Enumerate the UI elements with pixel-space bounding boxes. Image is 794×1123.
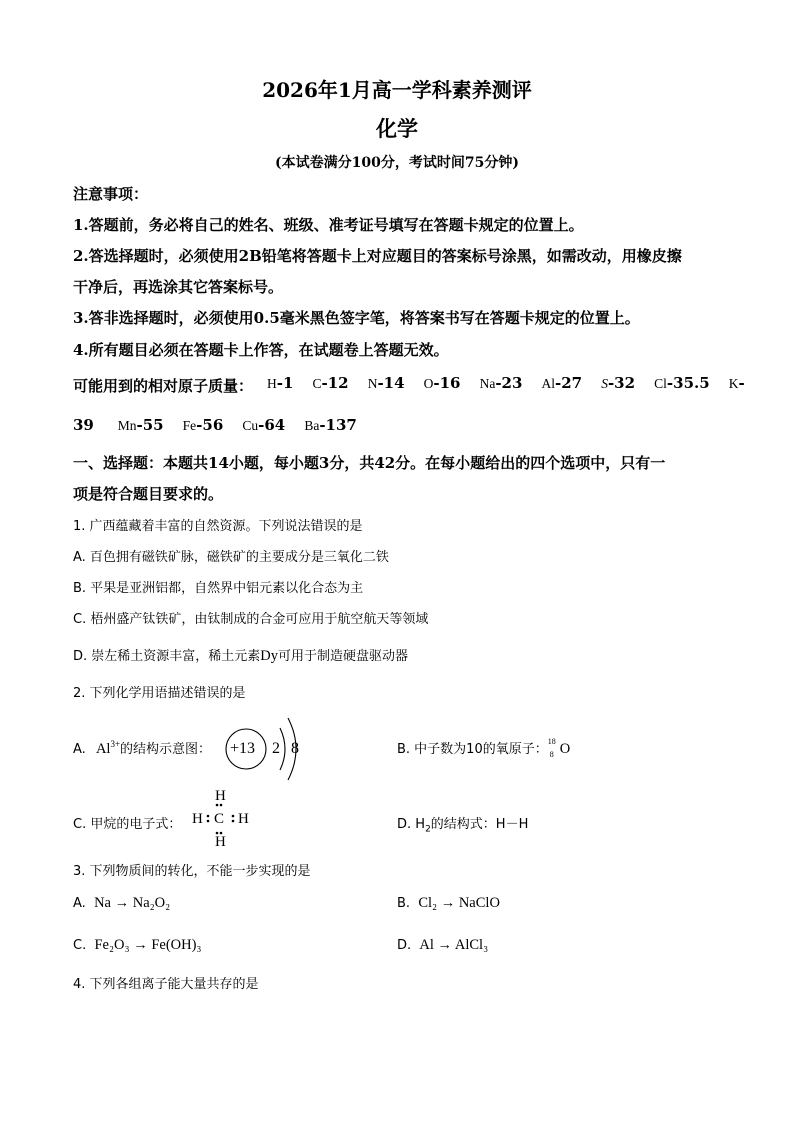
element-symbol: Cl: [654, 376, 667, 391]
q2-option-a: [73, 738, 211, 758]
al-shell-1: 2: [272, 740, 280, 757]
element-mass: -56: [196, 416, 224, 434]
q3-option-a-formula: Na → Na₂O₂: [94, 895, 171, 911]
q3-option-b-label: B.: [397, 896, 411, 911]
q3-option-d-formula: Al → AlCl₃: [419, 937, 489, 953]
element-symbol: S: [601, 376, 608, 391]
element-mass: -16: [433, 374, 461, 392]
notes-item-2-cont: 干净后，再选涂其它答案标号。: [73, 278, 284, 296]
q3-option-b: [397, 895, 500, 912]
al-nucleus: +13: [230, 740, 256, 757]
q3-option-a-label: A.: [73, 896, 86, 911]
q3-option-d: [397, 937, 488, 954]
element-mass: -14: [377, 374, 405, 392]
q3-option-b-formula: Cl₂ → NaClO: [418, 895, 500, 911]
element-symbol: K: [728, 376, 739, 391]
q2-option-b-text: B. 中子数为10的氧原子：: [397, 742, 548, 757]
q1-stem: 1. 广西蕴藏着丰富的自然资源。下列说法错误的是: [73, 519, 363, 534]
element-symbol: N: [367, 376, 378, 391]
element-symbol: Mn: [117, 418, 137, 433]
q3-stem: 3. 下列物质间的转化，不能一步实现的是: [73, 864, 311, 879]
al-shell-2: 8: [291, 740, 299, 757]
notes-heading: 注意事项：: [73, 185, 149, 203]
oxygen-mass-number: 18: [547, 736, 556, 746]
notes-item-1: 1.答题前，务必将自己的姓名、班级、准考证号填写在答题卡规定的位置上。: [73, 216, 584, 234]
q1-option-d: [73, 645, 408, 665]
notes-item-3: 3.答非选择题时，必须使用0.5毫米黑色签字笔，将答案书写在答题卡规定的位置上。: [73, 309, 640, 327]
methane-h-left: H: [192, 811, 203, 827]
oxygen-atomic-number: 8: [549, 749, 554, 759]
methane-h-top: H: [215, 788, 226, 804]
element-symbol: Na: [479, 376, 496, 391]
section-heading-cont: 项是符合题目要求的。: [73, 485, 224, 503]
methane-h-bottom: H: [215, 834, 226, 850]
atomic-mass-row-1: [267, 374, 745, 392]
element-mass: -35.5: [666, 374, 710, 392]
q3-option-c-label: C.: [73, 938, 87, 953]
q2-option-b: [397, 738, 570, 759]
q3-option-d-label: D.: [397, 938, 412, 953]
q1-option-d-suffix: 可用于制造硬盘驱动器: [278, 649, 409, 664]
q3-option-c-formula: Fe₂O₃ → Fe(OH)₃: [94, 937, 202, 953]
element-mass: 39: [73, 416, 94, 434]
element-symbol: Fe: [182, 418, 197, 433]
element-mass: -64: [258, 416, 286, 434]
q1-option-d-prefix: D. 崇左稀土资源丰富，稀土元素: [73, 649, 261, 664]
element-mass: -137: [319, 416, 357, 434]
al-ion: [96, 741, 120, 757]
element-symbol: Ba: [304, 418, 320, 433]
element-symbol: Cu: [242, 418, 259, 433]
subject-title: 化学: [376, 116, 418, 141]
exam-title: 2026年1月高一学科素养测评: [262, 78, 532, 102]
q1-option-c: C. 梧州盛产钛铁矿，由钛制成的合金可应用于航空航天等领域: [73, 612, 429, 627]
oxygen-isotope: [547, 736, 560, 759]
q2-option-d-text2: 的结构式：H－H: [430, 817, 529, 832]
element-mass: -12: [321, 374, 349, 392]
element-mass: -55: [136, 416, 164, 434]
al-symbol: Al: [95, 741, 111, 757]
section-heading: 一、选择题：本题共14小题，每小题3分，共42分。在每小题给出的四个选项中，只有一: [73, 454, 666, 472]
q1-option-b: B. 平果是亚洲铝都，自然界中铝元素以化合态为主: [73, 581, 364, 596]
methane-h-right: H: [238, 811, 249, 827]
element-symbol: O: [423, 376, 434, 391]
exam-info: (本试卷满分100分，考试时间75分钟): [275, 155, 519, 171]
al-charge: 3+: [110, 739, 121, 750]
q2-option-d: [397, 813, 529, 835]
q2-option-c: C. 甲烷的电子式：: [73, 817, 182, 832]
element-mass: -1: [276, 374, 294, 392]
notes-item-2: 2.答选择题时，必须使用2B铅笔将答题卡上对应题目的答案标号涂黑，如需改动，用橡皮擦: [73, 247, 682, 265]
oxygen-symbol: O: [559, 741, 571, 757]
q4-stem: 4. 下列各组离子能大量共存的是: [73, 977, 259, 992]
atomic-mass-row-2: [73, 416, 357, 434]
q3-option-c: [73, 937, 201, 954]
element-symbol: Al: [541, 376, 556, 391]
element-mass: -27: [555, 374, 583, 392]
element-mass: -23: [495, 374, 523, 392]
q1-option-a: A. 百色拥有磁铁矿脉，磁铁矿的主要成分是三氧化二铁: [73, 550, 389, 565]
q2-option-a-label: A.: [73, 742, 86, 757]
q2-stem: 2. 下列化学用语描述错误的是: [73, 686, 246, 701]
element-mass: -: [738, 374, 745, 392]
notes-item-4: 4.所有题目必须在答题卡上作答，在试题卷上答题无效。: [73, 341, 449, 359]
q2-option-a-text: 的结构示意图：: [120, 742, 212, 757]
dy-symbol: Dy: [260, 648, 279, 664]
element-mass: -32: [607, 374, 636, 392]
atomic-mass-label: 可能用到的相对原子质量：: [73, 377, 254, 395]
methane-carbon: C: [214, 811, 225, 827]
element-symbol: H: [267, 376, 277, 391]
q2-option-d-text: D. H: [397, 817, 426, 832]
h2-subscript: 2: [425, 824, 431, 835]
methane-electron-dots: [204, 802, 244, 838]
q3-option-a: [73, 895, 170, 912]
element-symbol: C: [312, 376, 322, 391]
